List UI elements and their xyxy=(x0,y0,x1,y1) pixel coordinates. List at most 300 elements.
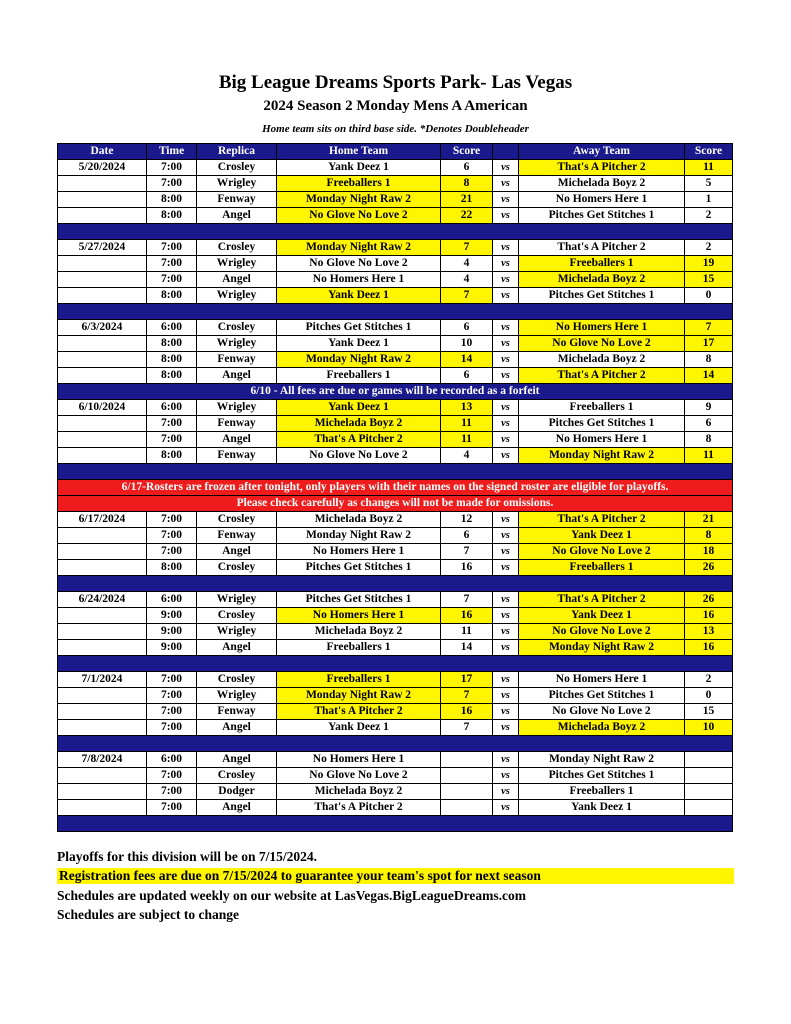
home-score: 8 xyxy=(441,176,493,192)
game-time: 7:00 xyxy=(147,672,197,688)
game-field: Wrigley xyxy=(197,624,277,640)
game-row xyxy=(58,416,733,432)
home-team: Freeballers 1 xyxy=(277,368,441,384)
home-score xyxy=(441,768,493,784)
game-row xyxy=(58,448,733,464)
game-field: Angel xyxy=(197,800,277,816)
roster-notice-row xyxy=(58,496,733,512)
game-date xyxy=(58,624,147,640)
home-score: 7 xyxy=(441,688,493,704)
vs-label: vs xyxy=(493,592,519,608)
game-date: 7/8/2024 xyxy=(58,752,147,768)
home-score: 4 xyxy=(441,272,493,288)
away-team: Freeballers 1 xyxy=(519,400,685,416)
away-team: Monday Night Raw 2 xyxy=(519,752,685,768)
game-date xyxy=(58,176,147,192)
game-row xyxy=(58,192,733,208)
away-score: 8 xyxy=(685,352,733,368)
away-score: 9 xyxy=(685,400,733,416)
home-score: 12 xyxy=(441,512,493,528)
away-team: Michelada Boyz 2 xyxy=(519,720,685,736)
vs-label: vs xyxy=(493,320,519,336)
away-team: Michelada Boyz 2 xyxy=(519,272,685,288)
home-score: 6 xyxy=(441,528,493,544)
game-date xyxy=(58,192,147,208)
game-field: Angel xyxy=(197,272,277,288)
playoffs-note: Playoffs for this division will be on 7/15/2024. xyxy=(57,849,318,864)
game-date xyxy=(58,368,147,384)
vs-label: vs xyxy=(493,720,519,736)
away-score: 8 xyxy=(685,432,733,448)
roster-notice-row xyxy=(58,480,733,496)
game-field: Angel xyxy=(197,544,277,560)
away-team: Yank Deez 1 xyxy=(519,800,685,816)
away-score: 11 xyxy=(685,160,733,176)
week-separator-row xyxy=(58,224,733,240)
vs-label: vs xyxy=(493,688,519,704)
home-team: No Glove No Love 2 xyxy=(277,208,441,224)
home-score: 7 xyxy=(441,720,493,736)
game-field: Wrigley xyxy=(197,400,277,416)
home-score: 13 xyxy=(441,400,493,416)
game-field: Wrigley xyxy=(197,592,277,608)
notice-text: Please check carefully as changes will not be made for omissions. xyxy=(58,496,733,512)
away-team: That's A Pitcher 2 xyxy=(519,160,685,176)
game-field: Wrigley xyxy=(197,256,277,272)
game-date xyxy=(58,528,147,544)
game-time: 8:00 xyxy=(147,192,197,208)
home-team: No Glove No Love 2 xyxy=(277,768,441,784)
game-row xyxy=(58,720,733,736)
table-header-row xyxy=(58,144,733,160)
home-team: No Glove No Love 2 xyxy=(277,256,441,272)
game-field: Angel xyxy=(197,752,277,768)
game-row xyxy=(58,784,733,800)
away-score: 0 xyxy=(685,288,733,304)
game-time: 8:00 xyxy=(147,208,197,224)
separator-cell xyxy=(58,736,733,752)
game-row xyxy=(58,256,733,272)
game-row xyxy=(58,704,733,720)
game-date xyxy=(58,336,147,352)
home-team: Michelada Boyz 2 xyxy=(277,624,441,640)
game-field: Crosley xyxy=(197,608,277,624)
away-score: 19 xyxy=(685,256,733,272)
game-field: Crosley xyxy=(197,320,277,336)
vs-label: vs xyxy=(493,240,519,256)
game-date: 6/10/2024 xyxy=(58,400,147,416)
vs-label: vs xyxy=(493,272,519,288)
home-team: Monday Night Raw 2 xyxy=(277,240,441,256)
vs-label: vs xyxy=(493,784,519,800)
home-team: No Homers Here 1 xyxy=(277,752,441,768)
away-score xyxy=(685,784,733,800)
game-row xyxy=(58,176,733,192)
home-team: Yank Deez 1 xyxy=(277,720,441,736)
column-header xyxy=(493,144,519,160)
vs-label: vs xyxy=(493,208,519,224)
game-row xyxy=(58,800,733,816)
game-date xyxy=(58,608,147,624)
away-score: 26 xyxy=(685,592,733,608)
column-header: Score xyxy=(685,144,733,160)
column-header: Home Team xyxy=(277,144,441,160)
game-field: Crosley xyxy=(197,768,277,784)
away-team: Yank Deez 1 xyxy=(519,528,685,544)
home-score: 14 xyxy=(441,640,493,656)
away-score: 17 xyxy=(685,336,733,352)
week-separator-row xyxy=(58,304,733,320)
vs-label: vs xyxy=(493,768,519,784)
home-team: Monday Night Raw 2 xyxy=(277,352,441,368)
home-team: No Homers Here 1 xyxy=(277,608,441,624)
away-score: 21 xyxy=(685,512,733,528)
away-team: Pitches Get Stitches 1 xyxy=(519,688,685,704)
game-field: Wrigley xyxy=(197,688,277,704)
vs-label: vs xyxy=(493,752,519,768)
game-time: 7:00 xyxy=(147,432,197,448)
home-score: 6 xyxy=(441,320,493,336)
game-row xyxy=(58,560,733,576)
game-date xyxy=(58,784,147,800)
week-separator-row xyxy=(58,816,733,832)
away-score xyxy=(685,768,733,784)
game-time: 8:00 xyxy=(147,336,197,352)
vs-label: vs xyxy=(493,448,519,464)
game-time: 7:00 xyxy=(147,688,197,704)
home-team: No Glove No Love 2 xyxy=(277,448,441,464)
game-time: 8:00 xyxy=(147,560,197,576)
home-score xyxy=(441,800,493,816)
game-field: Dodger xyxy=(197,784,277,800)
game-date: 6/24/2024 xyxy=(58,592,147,608)
game-field: Angel xyxy=(197,368,277,384)
game-time: 6:00 xyxy=(147,320,197,336)
game-field: Wrigley xyxy=(197,176,277,192)
game-row xyxy=(58,240,733,256)
vs-label: vs xyxy=(493,352,519,368)
column-header: Time xyxy=(147,144,197,160)
game-row xyxy=(58,768,733,784)
away-team: Monday Night Raw 2 xyxy=(519,448,685,464)
game-row xyxy=(58,672,733,688)
game-row xyxy=(58,288,733,304)
page-title: Big League Dreams Sports Park- Las Vegas xyxy=(218,72,573,93)
game-field: Wrigley xyxy=(197,288,277,304)
home-team: Michelada Boyz 2 xyxy=(277,784,441,800)
game-field: Fenway xyxy=(197,448,277,464)
game-time: 7:00 xyxy=(147,720,197,736)
away-score: 16 xyxy=(685,640,733,656)
game-row xyxy=(58,544,733,560)
game-row xyxy=(58,752,733,768)
game-row xyxy=(58,272,733,288)
away-score: 14 xyxy=(685,368,733,384)
separator-cell xyxy=(58,224,733,240)
notice-text: 6/10 - All fees are due or games will be recorded as a forfeit xyxy=(58,384,733,400)
home-team: That's A Pitcher 2 xyxy=(277,432,441,448)
schedule-body xyxy=(58,160,733,832)
column-header: Replica xyxy=(197,144,277,160)
home-team: Pitches Get Stitches 1 xyxy=(277,592,441,608)
away-team: Pitches Get Stitches 1 xyxy=(519,416,685,432)
page-subtitle: 2024 Season 2 Monday Mens A American xyxy=(263,98,528,114)
schedule-table xyxy=(57,143,733,832)
game-field: Crosley xyxy=(197,560,277,576)
away-team: Freeballers 1 xyxy=(519,784,685,800)
game-field: Angel xyxy=(197,208,277,224)
away-team: No Homers Here 1 xyxy=(519,320,685,336)
away-score: 15 xyxy=(685,704,733,720)
vs-label: vs xyxy=(493,336,519,352)
game-date xyxy=(58,432,147,448)
home-score: 4 xyxy=(441,448,493,464)
away-score: 16 xyxy=(685,608,733,624)
game-row xyxy=(58,368,733,384)
vs-label: vs xyxy=(493,192,519,208)
vs-label: vs xyxy=(493,400,519,416)
vs-label: vs xyxy=(493,176,519,192)
home-score: 16 xyxy=(441,608,493,624)
game-date xyxy=(58,560,147,576)
game-row xyxy=(58,624,733,640)
game-time: 9:00 xyxy=(147,640,197,656)
game-field: Angel xyxy=(197,432,277,448)
week-separator-row xyxy=(58,656,733,672)
game-time: 7:00 xyxy=(147,160,197,176)
home-score: 16 xyxy=(441,560,493,576)
game-time: 9:00 xyxy=(147,608,197,624)
separator-cell xyxy=(58,816,733,832)
home-team: Yank Deez 1 xyxy=(277,288,441,304)
game-date xyxy=(58,208,147,224)
home-team: Michelada Boyz 2 xyxy=(277,416,441,432)
away-score: 8 xyxy=(685,528,733,544)
vs-label: vs xyxy=(493,608,519,624)
game-time: 7:00 xyxy=(147,528,197,544)
week-separator-row xyxy=(58,464,733,480)
away-team: No Glove No Love 2 xyxy=(519,336,685,352)
away-score: 2 xyxy=(685,672,733,688)
game-date: 7/1/2024 xyxy=(58,672,147,688)
game-field: Fenway xyxy=(197,192,277,208)
home-team: That's A Pitcher 2 xyxy=(277,800,441,816)
vs-label: vs xyxy=(493,256,519,272)
away-score: 11 xyxy=(685,448,733,464)
home-score: 11 xyxy=(441,624,493,640)
away-team: That's A Pitcher 2 xyxy=(519,240,685,256)
vs-label: vs xyxy=(493,432,519,448)
away-team: No Homers Here 1 xyxy=(519,672,685,688)
vs-label: vs xyxy=(493,704,519,720)
home-score: 14 xyxy=(441,352,493,368)
home-score: 21 xyxy=(441,192,493,208)
away-score: 6 xyxy=(685,416,733,432)
home-score: 22 xyxy=(441,208,493,224)
vs-label: vs xyxy=(493,672,519,688)
away-team: No Glove No Love 2 xyxy=(519,624,685,640)
game-time: 7:00 xyxy=(147,768,197,784)
away-score: 0 xyxy=(685,688,733,704)
away-team: Freeballers 1 xyxy=(519,256,685,272)
away-team: Pitches Get Stitches 1 xyxy=(519,768,685,784)
away-score: 18 xyxy=(685,544,733,560)
game-field: Angel xyxy=(197,640,277,656)
home-score: 7 xyxy=(441,240,493,256)
home-team: Yank Deez 1 xyxy=(277,160,441,176)
game-date xyxy=(58,800,147,816)
schedule-note: Home team sits on third base side. *Denotes Doubleheader xyxy=(262,123,529,135)
away-team: That's A Pitcher 2 xyxy=(519,592,685,608)
game-field: Angel xyxy=(197,720,277,736)
home-team: Monday Night Raw 2 xyxy=(277,528,441,544)
game-time: 7:00 xyxy=(147,512,197,528)
game-field: Fenway xyxy=(197,528,277,544)
away-score xyxy=(685,800,733,816)
home-score: 10 xyxy=(441,336,493,352)
game-row xyxy=(58,400,733,416)
game-date xyxy=(58,256,147,272)
vs-label: vs xyxy=(493,368,519,384)
home-score: 11 xyxy=(441,432,493,448)
vs-label: vs xyxy=(493,160,519,176)
game-date xyxy=(58,352,147,368)
game-date xyxy=(58,720,147,736)
week-separator-row xyxy=(58,736,733,752)
away-score: 15 xyxy=(685,272,733,288)
game-date xyxy=(58,704,147,720)
game-field: Crosley xyxy=(197,160,277,176)
away-score: 2 xyxy=(685,240,733,256)
home-score xyxy=(441,752,493,768)
game-date: 5/27/2024 xyxy=(58,240,147,256)
home-score: 11 xyxy=(441,416,493,432)
away-score: 10 xyxy=(685,720,733,736)
game-field: Crosley xyxy=(197,240,277,256)
game-row xyxy=(58,432,733,448)
vs-label: vs xyxy=(493,512,519,528)
game-time: 9:00 xyxy=(147,624,197,640)
separator-cell xyxy=(58,464,733,480)
away-score: 5 xyxy=(685,176,733,192)
home-team: Freeballers 1 xyxy=(277,640,441,656)
vs-label: vs xyxy=(493,288,519,304)
game-date xyxy=(58,448,147,464)
home-team: Yank Deez 1 xyxy=(277,336,441,352)
home-team: Monday Night Raw 2 xyxy=(277,688,441,704)
game-date xyxy=(58,688,147,704)
away-team: That's A Pitcher 2 xyxy=(519,368,685,384)
home-score: 4 xyxy=(441,256,493,272)
game-time: 7:00 xyxy=(147,256,197,272)
home-team: Pitches Get Stitches 1 xyxy=(277,320,441,336)
home-score xyxy=(441,784,493,800)
separator-cell xyxy=(58,304,733,320)
website-note: Schedules are updated weekly on our website at LasVegas.BigLeagueDreams.com xyxy=(57,888,527,903)
game-date xyxy=(58,272,147,288)
column-header: Score xyxy=(441,144,493,160)
away-team: That's A Pitcher 2 xyxy=(519,512,685,528)
home-team: Yank Deez 1 xyxy=(277,400,441,416)
separator-cell xyxy=(58,576,733,592)
away-score: 13 xyxy=(685,624,733,640)
away-team: No Glove No Love 2 xyxy=(519,704,685,720)
away-team: No Homers Here 1 xyxy=(519,432,685,448)
game-time: 7:00 xyxy=(147,176,197,192)
game-row xyxy=(58,208,733,224)
game-field: Wrigley xyxy=(197,336,277,352)
notice-text: 6/17-Rosters are frozen after tonight, only players with their names on the signed roster are eligible for playoffs. xyxy=(58,480,733,496)
away-team: Yank Deez 1 xyxy=(519,608,685,624)
game-date xyxy=(58,544,147,560)
vs-label: vs xyxy=(493,624,519,640)
game-row xyxy=(58,336,733,352)
home-score: 6 xyxy=(441,368,493,384)
separator-cell xyxy=(58,656,733,672)
game-time: 7:00 xyxy=(147,272,197,288)
game-time: 8:00 xyxy=(147,288,197,304)
game-time: 8:00 xyxy=(147,448,197,464)
week-separator-row xyxy=(58,576,733,592)
registration-note: Registration fees are due on 7/15/2024 to guarantee your team's spot for next season xyxy=(57,868,734,884)
game-row xyxy=(58,160,733,176)
fee-notice-row xyxy=(58,384,733,400)
game-field: Crosley xyxy=(197,512,277,528)
game-date: 6/3/2024 xyxy=(58,320,147,336)
vs-label: vs xyxy=(493,416,519,432)
home-team: That's A Pitcher 2 xyxy=(277,704,441,720)
game-date: 5/20/2024 xyxy=(58,160,147,176)
game-row xyxy=(58,688,733,704)
game-date: 6/17/2024 xyxy=(58,512,147,528)
home-score: 7 xyxy=(441,592,493,608)
game-time: 7:00 xyxy=(147,240,197,256)
home-score: 6 xyxy=(441,160,493,176)
game-time: 7:00 xyxy=(147,784,197,800)
home-team: Freeballers 1 xyxy=(277,672,441,688)
game-time: 6:00 xyxy=(147,592,197,608)
home-score: 7 xyxy=(441,544,493,560)
game-field: Crosley xyxy=(197,672,277,688)
home-team: Pitches Get Stitches 1 xyxy=(277,560,441,576)
column-header: Away Team xyxy=(519,144,685,160)
column-header: Date xyxy=(58,144,147,160)
game-date xyxy=(58,288,147,304)
away-score xyxy=(685,752,733,768)
away-team: Michelada Boyz 2 xyxy=(519,352,685,368)
game-row xyxy=(58,320,733,336)
away-team: Pitches Get Stitches 1 xyxy=(519,288,685,304)
subject-to-change-note: Schedules are subject to change xyxy=(57,907,239,922)
game-field: Fenway xyxy=(197,416,277,432)
game-row xyxy=(58,512,733,528)
away-score: 7 xyxy=(685,320,733,336)
game-time: 8:00 xyxy=(147,368,197,384)
away-score: 26 xyxy=(685,560,733,576)
home-team: No Homers Here 1 xyxy=(277,544,441,560)
game-time: 7:00 xyxy=(147,544,197,560)
game-time: 8:00 xyxy=(147,352,197,368)
game-field: Fenway xyxy=(197,352,277,368)
game-date xyxy=(58,640,147,656)
game-row xyxy=(58,592,733,608)
game-row xyxy=(58,608,733,624)
away-team: Pitches Get Stitches 1 xyxy=(519,208,685,224)
home-score: 17 xyxy=(441,672,493,688)
away-team: Monday Night Raw 2 xyxy=(519,640,685,656)
game-time: 6:00 xyxy=(147,752,197,768)
vs-label: vs xyxy=(493,528,519,544)
